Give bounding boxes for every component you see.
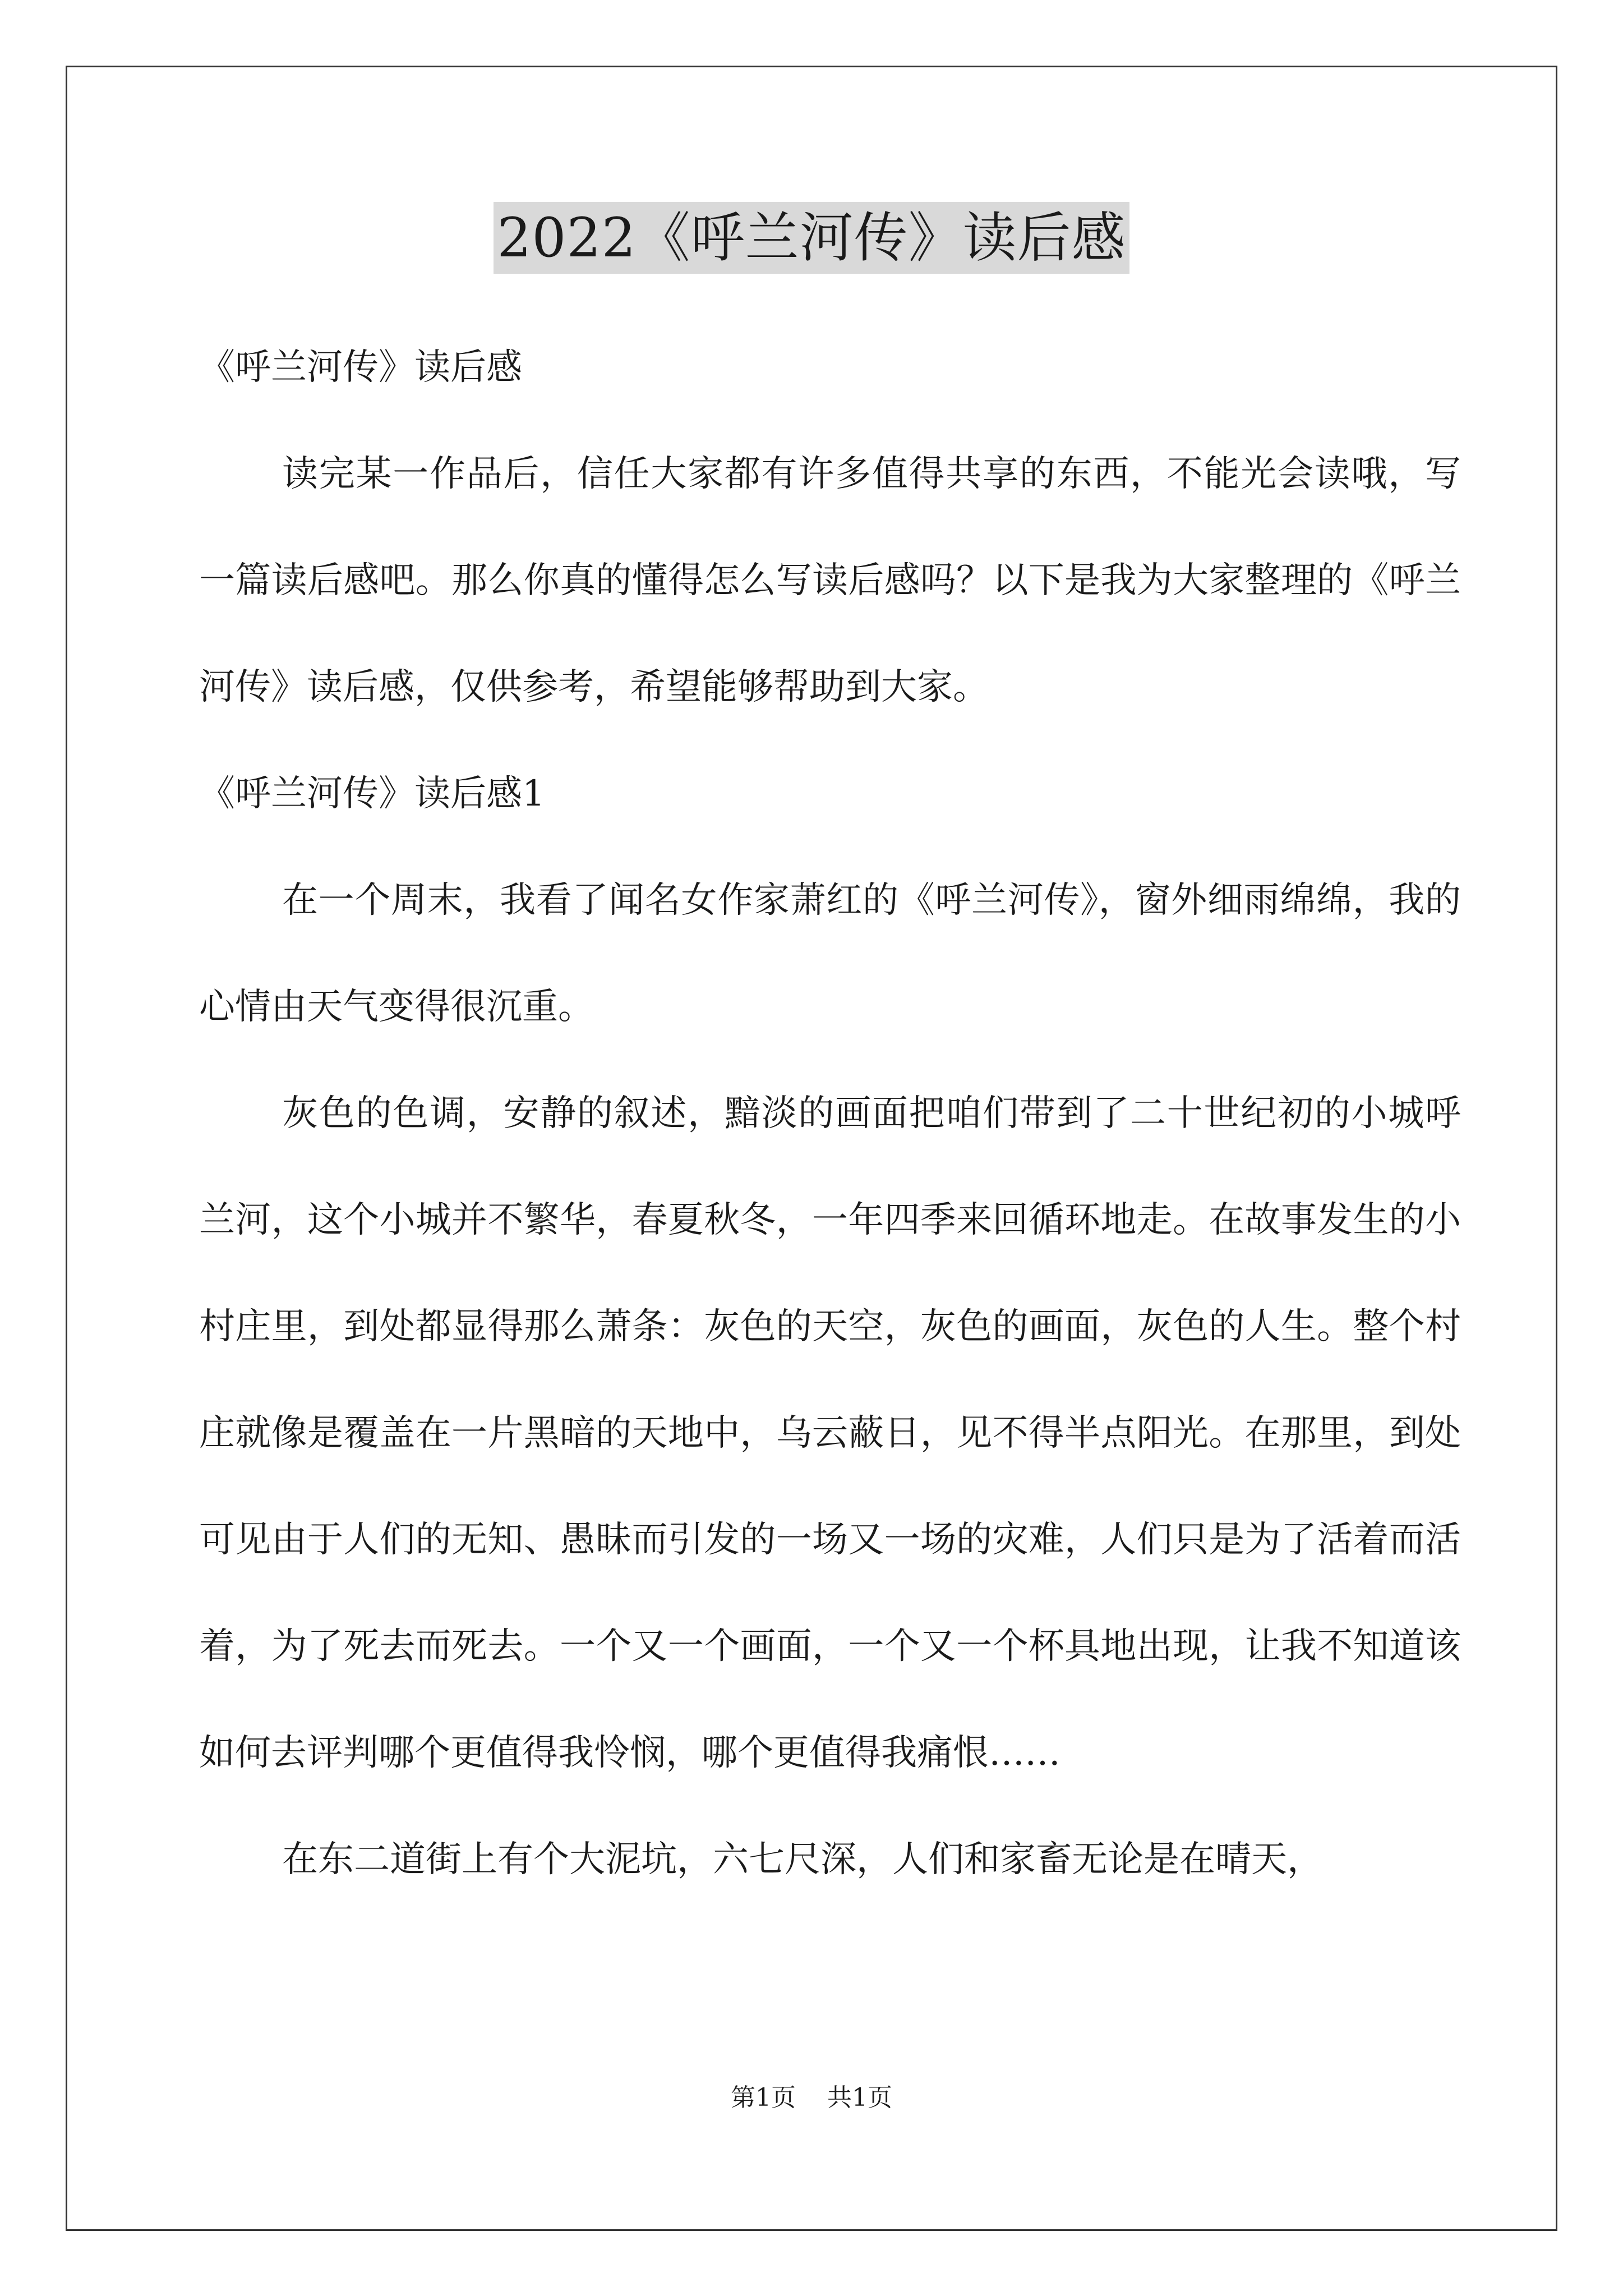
document-body: [199, 314, 1461, 1913]
page-total: 共1页: [827, 2083, 892, 2112]
body-paragraph: 灰色的色调，安静的叙述，黯淡的画面把咱们带到了二十世纪初的小城呼兰河，这个小城并不繁华，春夏秋冬，一年四季来回循环地走。在故事发生的小村庄里，到处都显得那么萧条：灰色的天空，灰色的画面，灰色的人生。整个村庄就像是覆盖在一片黑暗的天地中，乌云蔽日，见不得半点阳光。在那里，到处可见由于人们的无知、愚昧而引发的一场又一场的灾难，人们只是为了活着而活着，为了死去而死去。一个又一个画面，一个又一个杯具地出现，让我不知道该如何去评判哪个更值得我怜悯，哪个更值得我痛恨……: [199, 1093, 1461, 1774]
title-container: [0, 202, 1623, 274]
page-footer: [0, 2081, 1623, 2115]
body-paragraph: 在东二道街上有个大泥坑，六七尺深，人们和家畜无论是在晴天，: [282, 1839, 1323, 1880]
section-heading: 《呼兰河传》读后感: [199, 347, 522, 388]
intro-paragraph: 读完某一作品后，信任大家都有许多值得共享的东西，不能光会读哦，写一篇读后感吧。那么你真的懂得怎么写读后感吗？以下是我为大家整理的《呼兰河传》读后感，仅供参考，希望能够帮助到大家。: [199, 453, 1461, 708]
body-paragraph: 在一个周末，我看了闻名女作家萧红的《呼兰河传》，窗外细雨绵绵，我的心情由天气变得很沉重。: [199, 880, 1461, 1028]
document-title: 2022《呼兰河传》读后感: [494, 202, 1129, 274]
page-number: 第1页: [731, 2083, 796, 2112]
section-heading: 《呼兰河传》读后感1: [199, 773, 545, 815]
